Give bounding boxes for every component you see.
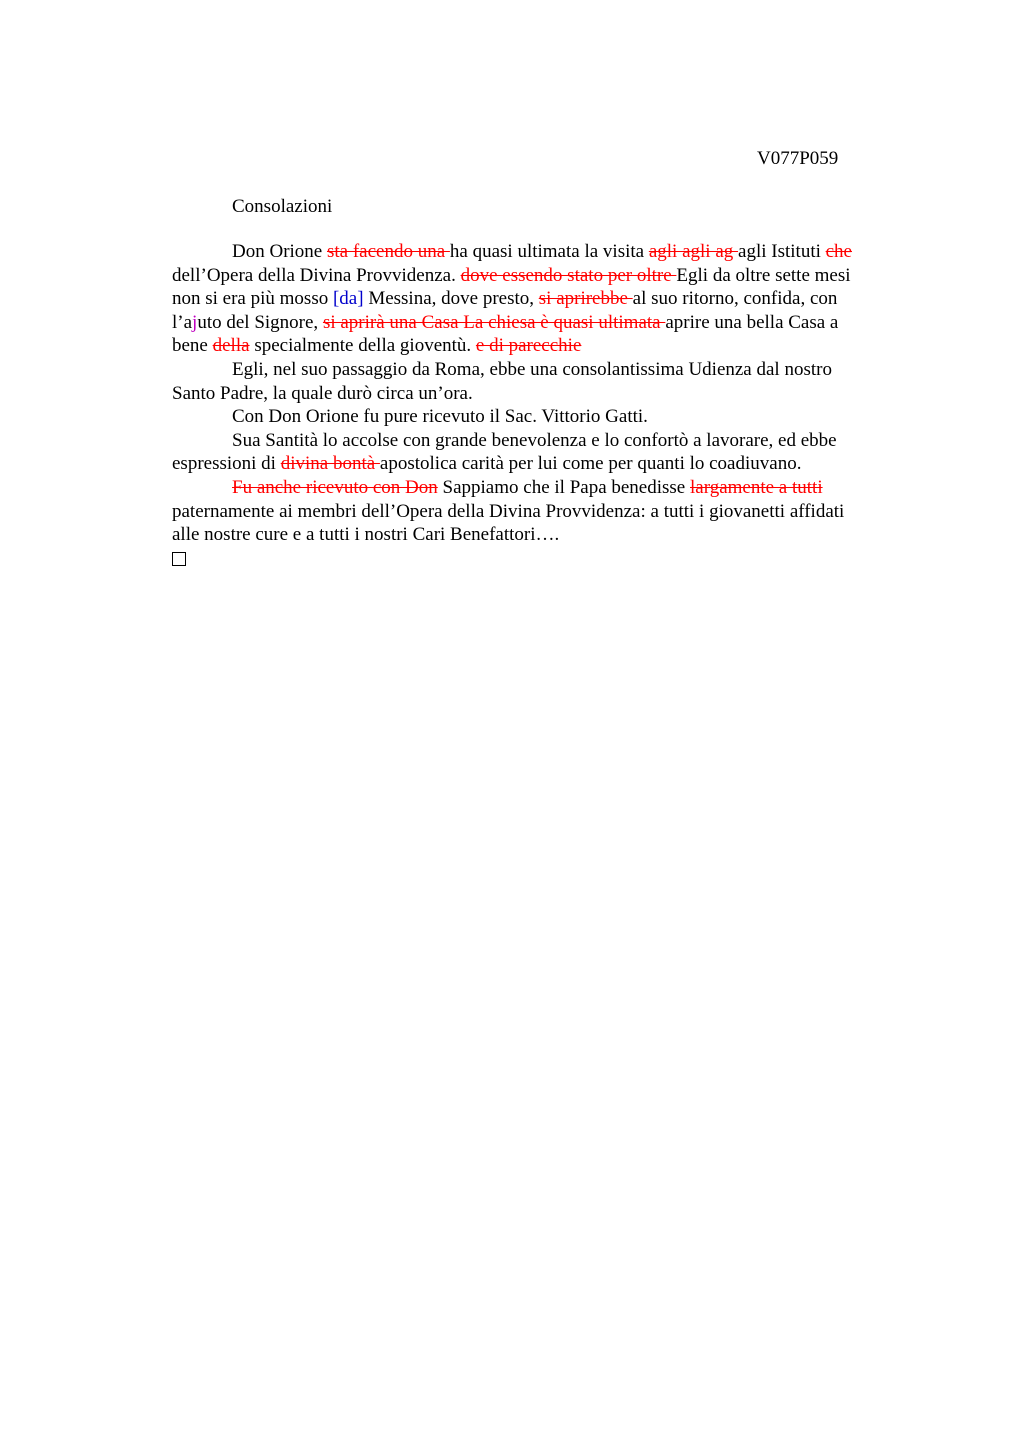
- text-segment: alle nostre cure e a tutti i nostri Cari Benefattori….: [172, 524, 560, 546]
- text-line: [172, 452, 914, 476]
- deleted-text: dove essendo stato per oltre: [460, 264, 677, 286]
- text-segment: Don Orione: [232, 241, 327, 262]
- deleted-text: agli agli ag: [648, 241, 739, 262]
- text-segment: apostolica carità per lui come per quanti lo coadiuvano.: [379, 453, 802, 475]
- text-segment: bene: [172, 335, 213, 357]
- page-code: V077P059: [757, 148, 839, 169]
- text-segment: agli Istituti: [738, 241, 826, 262]
- document-title: Consolazioni: [232, 196, 333, 217]
- deleted-text: Fu anche ricevuto con Don: [232, 476, 438, 498]
- deleted-text: sta facendo una: [326, 241, 450, 262]
- deleted-text: si aprirà una Casa La chiesa è quasi ultimata: [322, 311, 666, 333]
- text-segment: Messina, dove presto,: [363, 288, 539, 310]
- text-segment: Sappiamo che il Papa benedisse: [437, 476, 690, 498]
- text-line: [172, 382, 914, 406]
- text-segment: Egli, nel suo passaggio da Roma, ebbe una consolantissima Udienza dal nostro: [232, 358, 832, 380]
- text-segment: al suo ritorno, confida, con: [632, 288, 838, 310]
- text-segment: ha quasi ultimata la visita: [449, 241, 649, 262]
- editorial-insertion: [da]: [332, 288, 364, 310]
- text-segment: Con Don Orione fu pure ricevuto il Sac. Vittorio Gatti.: [232, 406, 648, 428]
- text-line: [172, 334, 914, 358]
- text-line: [172, 264, 914, 288]
- text-line: [172, 358, 914, 382]
- text-segment: specialmente della gioventù.: [249, 335, 476, 357]
- document-body: [172, 240, 914, 572]
- text-segment: l’a: [172, 311, 193, 333]
- deleted-text: e di parecchie: [475, 335, 582, 357]
- text-line: [172, 476, 914, 500]
- text-lines: [172, 240, 914, 547]
- text-segment: espressioni di: [172, 453, 281, 475]
- text-segment: paternamente ai membri dell’Opera della Divina Provvidenza: a tutti i giovanetti affidati: [172, 500, 845, 522]
- text-segment: dell’Opera della Divina Provvidenza.: [172, 264, 461, 286]
- deleted-text: della: [212, 335, 250, 357]
- text-line: [172, 405, 914, 429]
- deleted-text: che: [825, 241, 852, 262]
- deleted-text: divina bontà: [280, 453, 380, 475]
- text-segment: Sua Santità lo accolse con grande benevolenza e lo confortò a lavorare, ed ebbe: [232, 429, 837, 451]
- text-segment: aprire una bella Casa a: [665, 311, 839, 333]
- text-line: [172, 500, 914, 524]
- end-of-text-box: [172, 547, 914, 573]
- text-segment: uto del Signore,: [197, 311, 323, 333]
- text-line: [172, 287, 914, 311]
- text-segment: Santo Padre, la quale durò circa un’ora.: [172, 382, 473, 404]
- text-segment: non si era più mosso: [172, 288, 333, 310]
- corrected-letter: j: [192, 311, 198, 333]
- text-line: [172, 523, 914, 547]
- deleted-text: largamente a tutti: [690, 476, 823, 498]
- deleted-text: si aprirebbe: [538, 288, 633, 310]
- text-line: [172, 429, 914, 453]
- text-line: [172, 240, 914, 264]
- text-segment: Egli da oltre sette mesi: [676, 264, 851, 286]
- text-line: [172, 311, 914, 335]
